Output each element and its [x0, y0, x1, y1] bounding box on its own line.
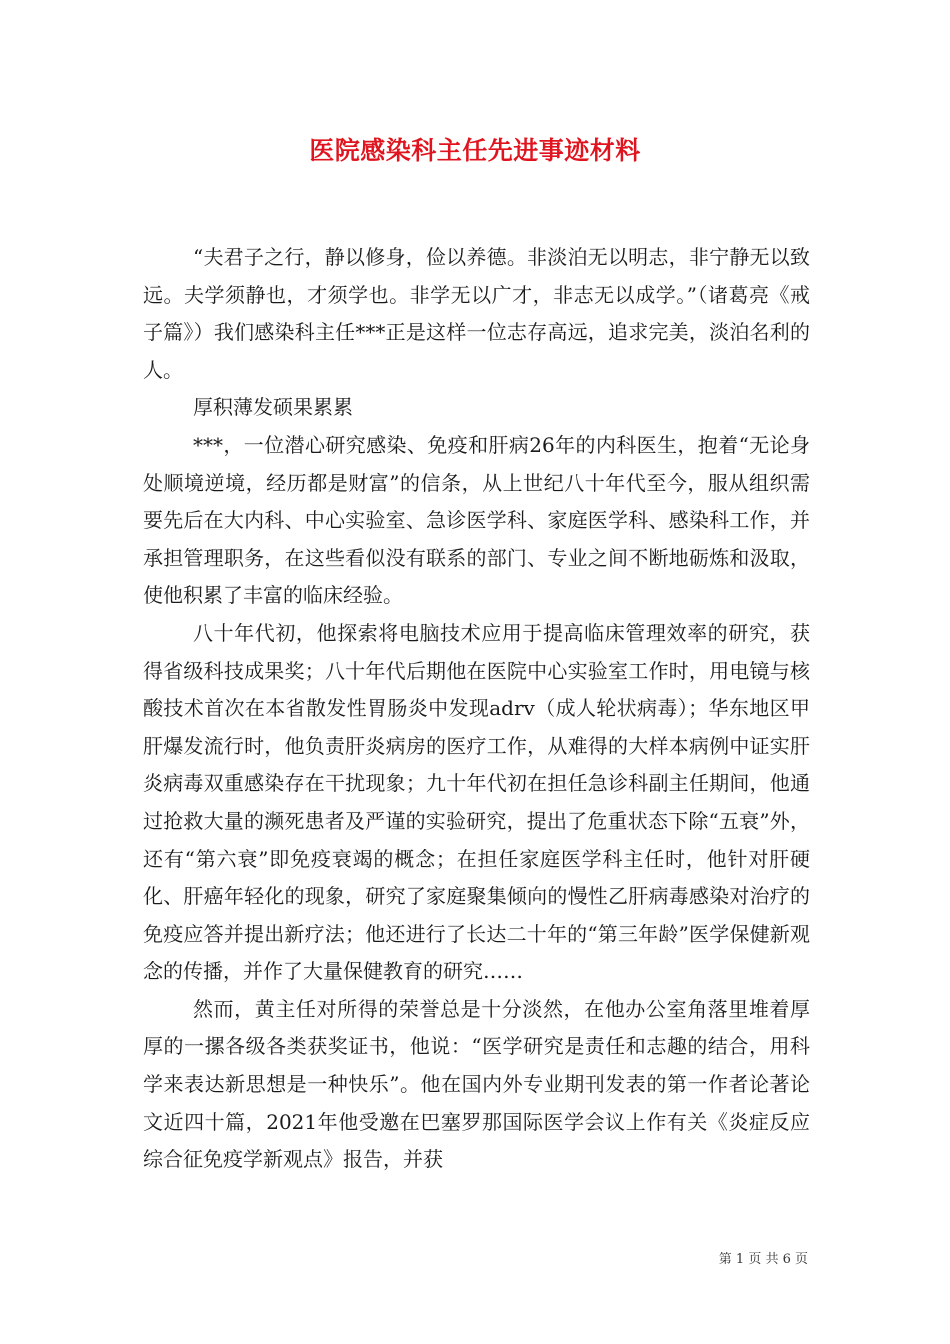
page-number-footer: 第 1 页 共 6 页	[718, 1252, 808, 1267]
paragraph-intro-quote: “夫君子之行，静以修身，俭以养德。非淡泊无以明志，非宁静无以致远。夫学须静也，才须学也。非学无以广才，非志无以成学。”（诸葛亮《戒子篇》）我们感染科主任***正是这样一位志存高远，追求完美，淡泊名利的人。	[143, 245, 810, 382]
document-body	[143, 239, 810, 1179]
paragraph-honors: 然而，黄主任对所得的荣誉总是十分淡然，在他办公室角落里堆着厚厚的一摞各级各类获奖证书，他说：“医学研究是责任和志趣的结合，用科学来表达新思想是一种快乐”。他在国内外专业期刊发表的第一作者论著论文近四十篇，2021年他受邀在巴塞罗那国际医学会议上作有关《炎症反应综合征免疫学新观点》报告，并获	[143, 996, 810, 1172]
paragraph-research: 八十年代初，他探索将电脑技术应用于提高临床管理效率的研究，获得省级科技成果奖；八十年代后期他在医院中心实验室工作时，用电镜与核酸技术首次在本省散发性胃肠炎中发现adrv（成人轮状病毒）；华东地区甲肝爆发流行时，他负责肝炎病房的医疗工作，从难得的大样本病例中证实肝炎病毒双重感染存在干扰现象；九十年代初在担任急诊科副主任期间，他通过抢救大量的濒死患者及严谨的实验研究，提出了危重状态下除“五衰”外，还有“第六衰”即免疫衰竭的概念；在担任家庭医学科主任时，他针对肝硬化、肝癌年轻化的现象，研究了家庭聚集倾向的慢性乙肝病毒感染对治疗的免疫应答并提出新疗法；他还进行了长达二十年的“第三年龄”医学保健新观念的传播，并作了大量保健教育的研究……	[143, 620, 810, 984]
paragraph-career: ***，一位潜心研究感染、免疫和肝病26年的内科医生，抱着“无论身处顺境逆境，经历都是财富”的信条，从上世纪八十年代至今，服从组织需要先后在大内科、中心实验室、急诊医学科、家庭医学科、感染科工作，并承担管理职务，在这些看似没有联系的部门、专业之间不断地砺炼和汲取，使他积累了丰富的临床经验。	[143, 432, 810, 608]
page-title: 医院感染科主任先进事迹材料	[309, 136, 641, 165]
section-heading: 厚积薄发硕果累累	[193, 395, 353, 420]
